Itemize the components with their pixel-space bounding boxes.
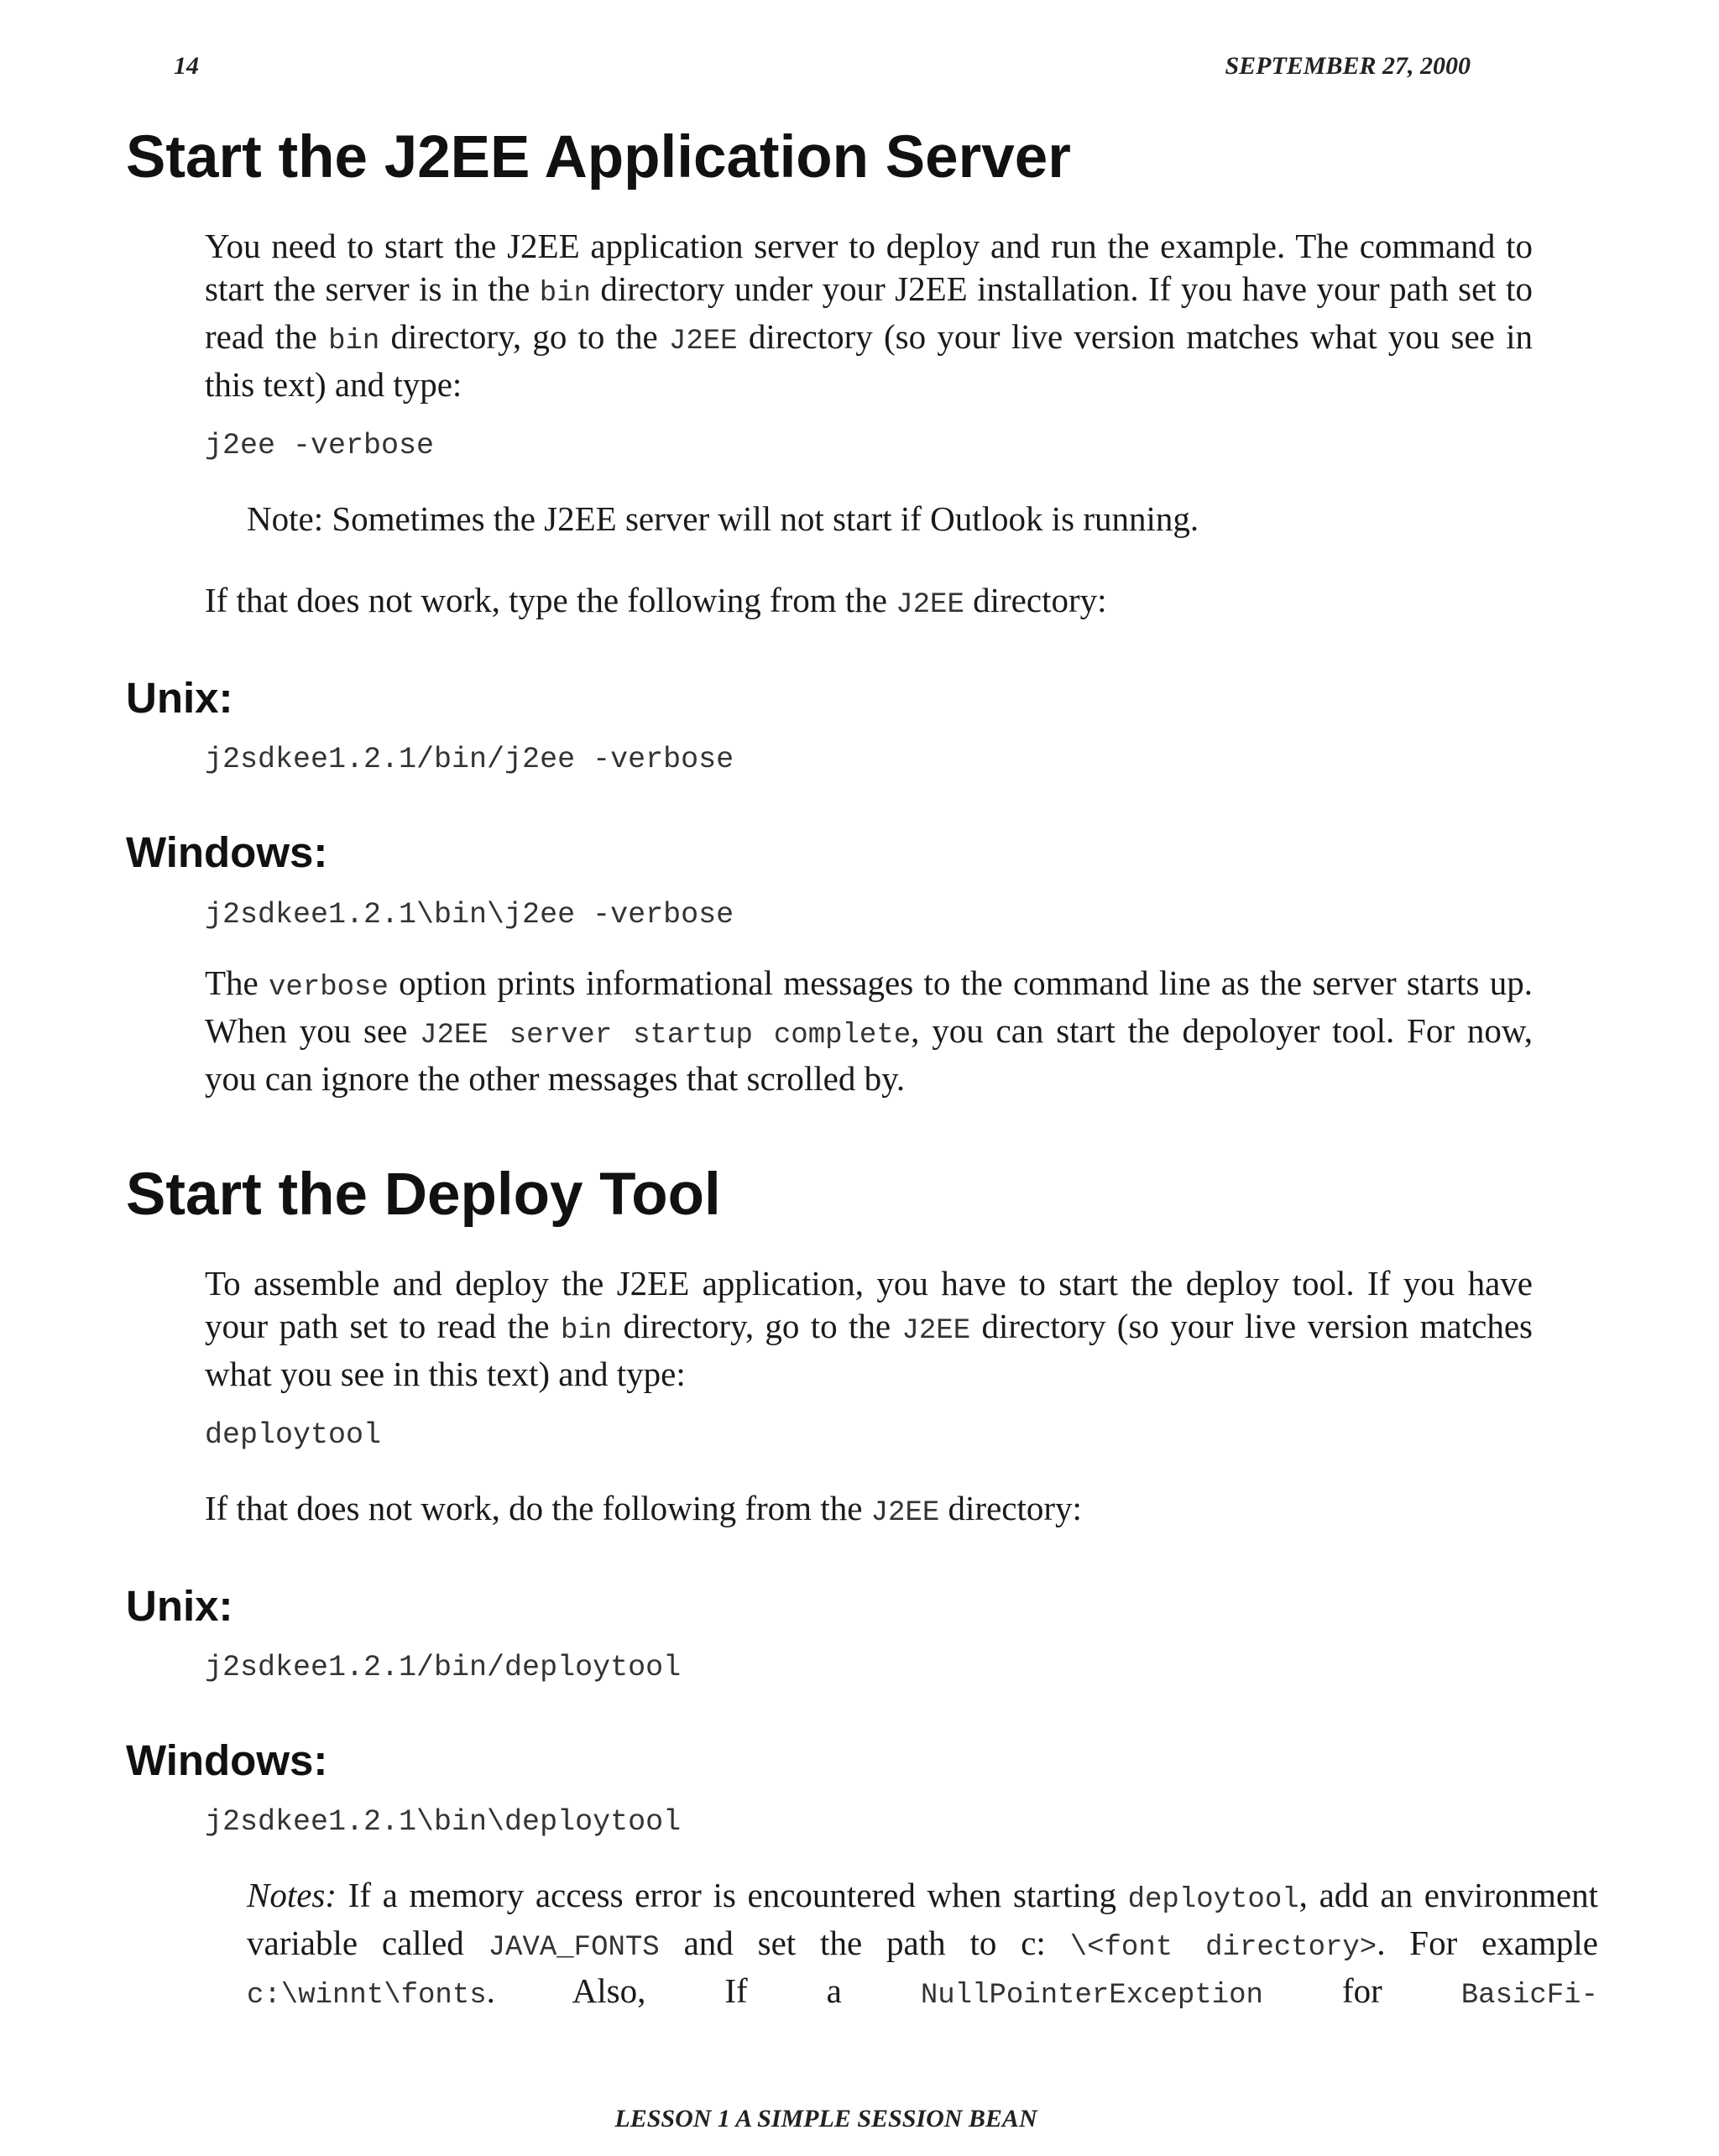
code-unix-j2ee: j2sdkee1.2.1/bin/j2ee -verbose [205, 743, 734, 777]
inline-code: \<font directory> [1069, 1932, 1377, 1965]
inline-code: J2EE server startup complete [420, 1019, 912, 1052]
page-date: SEPTEMBER 27, 2000 [1225, 52, 1471, 80]
inline-code: bin [328, 326, 380, 358]
page-footer: LESSON 1 A SIMPLE SESSION BEAN [614, 2105, 1037, 2133]
code-windows-deploytool: j2sdkee1.2.1\bin\deploytool [205, 1805, 682, 1840]
inline-code: JAVA_FONTS [488, 1932, 660, 1965]
inline-code: BasicFi- [1460, 1980, 1598, 2012]
code-j2ee-verbose: j2ee -verbose [205, 429, 435, 463]
page-number: 14 [174, 52, 199, 80]
inline-code: bin [560, 1314, 613, 1347]
section-title-start-server: Start the J2EE Application Server [126, 124, 1071, 191]
paragraph-deploy-fallback: If that does not work, do the following from the J2EE directory: [205, 1488, 1082, 1529]
inline-code: bin [539, 278, 591, 311]
heading-unix: Unix: [126, 1581, 233, 1630]
inline-code: J2EE [870, 1496, 940, 1529]
code-windows-j2ee: j2sdkee1.2.1\bin\j2ee -verbose [205, 897, 734, 932]
code-unix-deploytool: j2sdkee1.2.1/bin/deploytool [205, 1650, 682, 1684]
paragraph-verbose-option: The verbose option prints informational messages to the command line as the server starts up. When you see J2EE server startup complete, you can start the depoloyer tool. For now, you can ignore the other messages that scrolled by. [205, 963, 1534, 1098]
section-title-deploy-tool: Start the Deploy Tool [126, 1161, 721, 1228]
note-outlook: Note: Sometimes the J2EE server will not start if Outlook is running. [247, 499, 1199, 539]
notes-memory-error: Notes: If a memory access error is encountered when starting deploytool, add an environment variable called JAVA_FONTS and set the path to c: \<font directory>. For example c:\winnt\fonts. Also, If a NullPointerException for BasicFi- [247, 1876, 1599, 2012]
inline-code: J2EE [896, 589, 964, 622]
paragraph-fallback: If that does not work, type the following from the J2EE directory: [205, 581, 1107, 622]
notes-label: Notes: [247, 1876, 337, 1915]
inline-code: NullPointerException [920, 1980, 1263, 2012]
inline-code: J2EE [668, 326, 738, 358]
paragraph-deploy-intro: To assemble and deploy the J2EE application, you have to start the deploy tool. If you have your path set to read the bin directory, go to the J2EE directory (so your live version matches what you see in this text) and type: [205, 1263, 1533, 1393]
page-content [126, 122, 1599, 2052]
inline-code: deploytool [1127, 1884, 1299, 1917]
inline-code: verbose [269, 971, 389, 1004]
inline-code: c:\winnt\fonts [247, 1980, 487, 2012]
heading-unix: Unix: [126, 674, 233, 723]
code-deploytool: deploytool [205, 1417, 382, 1452]
heading-windows: Windows: [126, 1736, 328, 1784]
inline-code: J2EE [901, 1314, 971, 1347]
heading-windows: Windows: [126, 828, 328, 877]
paragraph-start-server-intro: You need to start the J2EE application server to deploy and run the example. The command to start the server is in the bin directory under your J2EE installation. If you have your path set to read the bin directory, go to the J2EE directory (so your live version matches what you see in this text) and type: [205, 227, 1533, 405]
